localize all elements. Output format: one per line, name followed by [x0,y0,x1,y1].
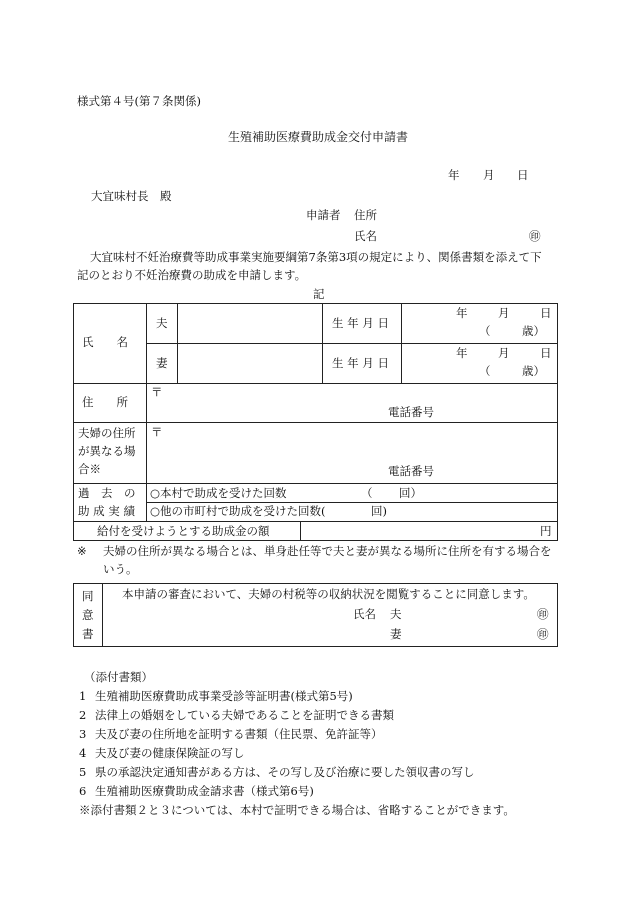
history-label-2: 助 成 実 績 [78,504,135,518]
attachment-text: 県の承認決定通知書がある方は、その写し及び治療に要した領収書の写し [95,765,475,779]
form-number: 様式第４号(第７条関係) [77,94,201,108]
history-other: ○他の市町村で助成を受けた回数( [150,504,326,518]
applicant-seal-icon: ㊞ [529,229,541,243]
wife-dob-day: 日 [540,346,552,360]
diff-address-label-1: 夫婦の住所 [78,426,136,440]
page-title: 生殖補助医療費助成金交付申請書 [228,130,409,144]
husband-dob-day: 日 [540,306,552,320]
wife-dob-label: 生 年 月 日 [332,356,389,370]
husband-label: 夫 [156,316,168,330]
consent-name-label: 氏名 [353,607,376,621]
attachment-text: 生殖補助医療費助成金請求書（様式第6号) [95,784,314,798]
consent-husband-seal-icon: ㊞ [537,607,549,621]
attachment-num: 6 [79,784,87,798]
attachment-num: 5 [79,765,87,779]
phone-label: 電話番号 [388,405,434,419]
husband-dob-year: 年 [456,306,468,320]
consent-text: 本申請の審査において、夫婦の村税等の収納状況を閲覧することに同意します。 [122,587,535,601]
history-label-1: 過 去 の [78,486,136,500]
attachments-note: ※添付書類２と３については、本村で証明できる場合は、省略することができます。 [79,803,515,817]
attachments-title: （添付書類） [84,670,153,684]
wife-dob-month: 月 [498,346,510,360]
date-year: 年 [448,168,460,182]
husband-dob-month: 月 [498,306,510,320]
postal-mark-icon: 〒 [151,385,163,399]
wife-age-open: （ [479,364,491,378]
date-day: 日 [517,168,529,182]
history-count-close-2: 回) [371,504,387,518]
consent-wife-seal-icon: ㊞ [537,627,549,641]
attachment-num: 2 [79,708,87,722]
applicant-address-label: 住所 [354,208,377,222]
history-count-close: 回） [399,486,422,500]
husband-age-close: 歳） [522,324,545,338]
diff-address-label-3: 合※ [78,462,101,476]
ki-heading: 記 [313,287,325,301]
address-label: 住 所 [82,395,128,409]
applicant-name-label: 氏名 [354,229,377,243]
amount-label: 給付を受けようとする助成金の額 [97,524,270,538]
attachment-num: 4 [79,746,87,760]
attachment-text: 夫及び妻の健康保険証の写し [95,746,245,760]
husband-name-field[interactable] [178,305,322,343]
history-this-village: ○本村で助成を受けた回数 [150,486,287,500]
body-text-line1: 大宜味村不妊治療費等助成事業実施要綱第7条第3項の規定により、関係書類を添えて下 [90,250,542,264]
note-text-line2: いう。 [103,562,138,576]
history-count-open: （ [361,486,373,500]
consent-label-1: 同 [82,589,94,603]
body-text-line2: 記のとおり不妊治療費の助成を申請します。 [77,268,307,282]
phone-label-2: 電話番号 [388,464,434,478]
consent-label-2: 意 [82,608,94,622]
wife-label: 妻 [156,356,168,370]
date-month: 月 [483,168,495,182]
addressee: 大宜味村長 殿 [91,189,172,203]
wife-dob-year: 年 [456,346,468,360]
yen-label: 円 [540,524,552,538]
name-label: 氏 名 [82,335,128,349]
diff-address-label-2: が異なる場 [78,444,136,458]
attachment-num: 1 [79,689,87,703]
postal-mark-icon-2: 〒 [151,425,163,439]
wife-age-close: 歳） [522,364,545,378]
wife-name-field[interactable] [178,345,322,383]
attachment-text: 生殖補助医療費助成事業受診等証明書(様式第5号) [95,689,353,703]
attachment-text: 法律上の婚姻をしている夫婦であることを証明できる書類 [95,708,394,722]
applicant-label: 申請者 [306,208,341,222]
note-text-line1: 夫婦の住所が異なる場合とは、単身赴任等で夫と妻が異なる場所に住所を有する場合を [103,544,552,558]
consent-wife: 妻 [390,627,402,641]
note-mark: ※ [77,544,87,558]
consent-label-3: 書 [82,627,94,641]
consent-husband: 夫 [390,607,402,621]
attachment-text: 夫及び妻の住所地を証明する書類（住民票、免許証等） [95,727,383,741]
attachment-num: 3 [79,727,87,741]
husband-age-open: （ [479,324,491,338]
husband-dob-label: 生 年 月 日 [332,316,389,330]
